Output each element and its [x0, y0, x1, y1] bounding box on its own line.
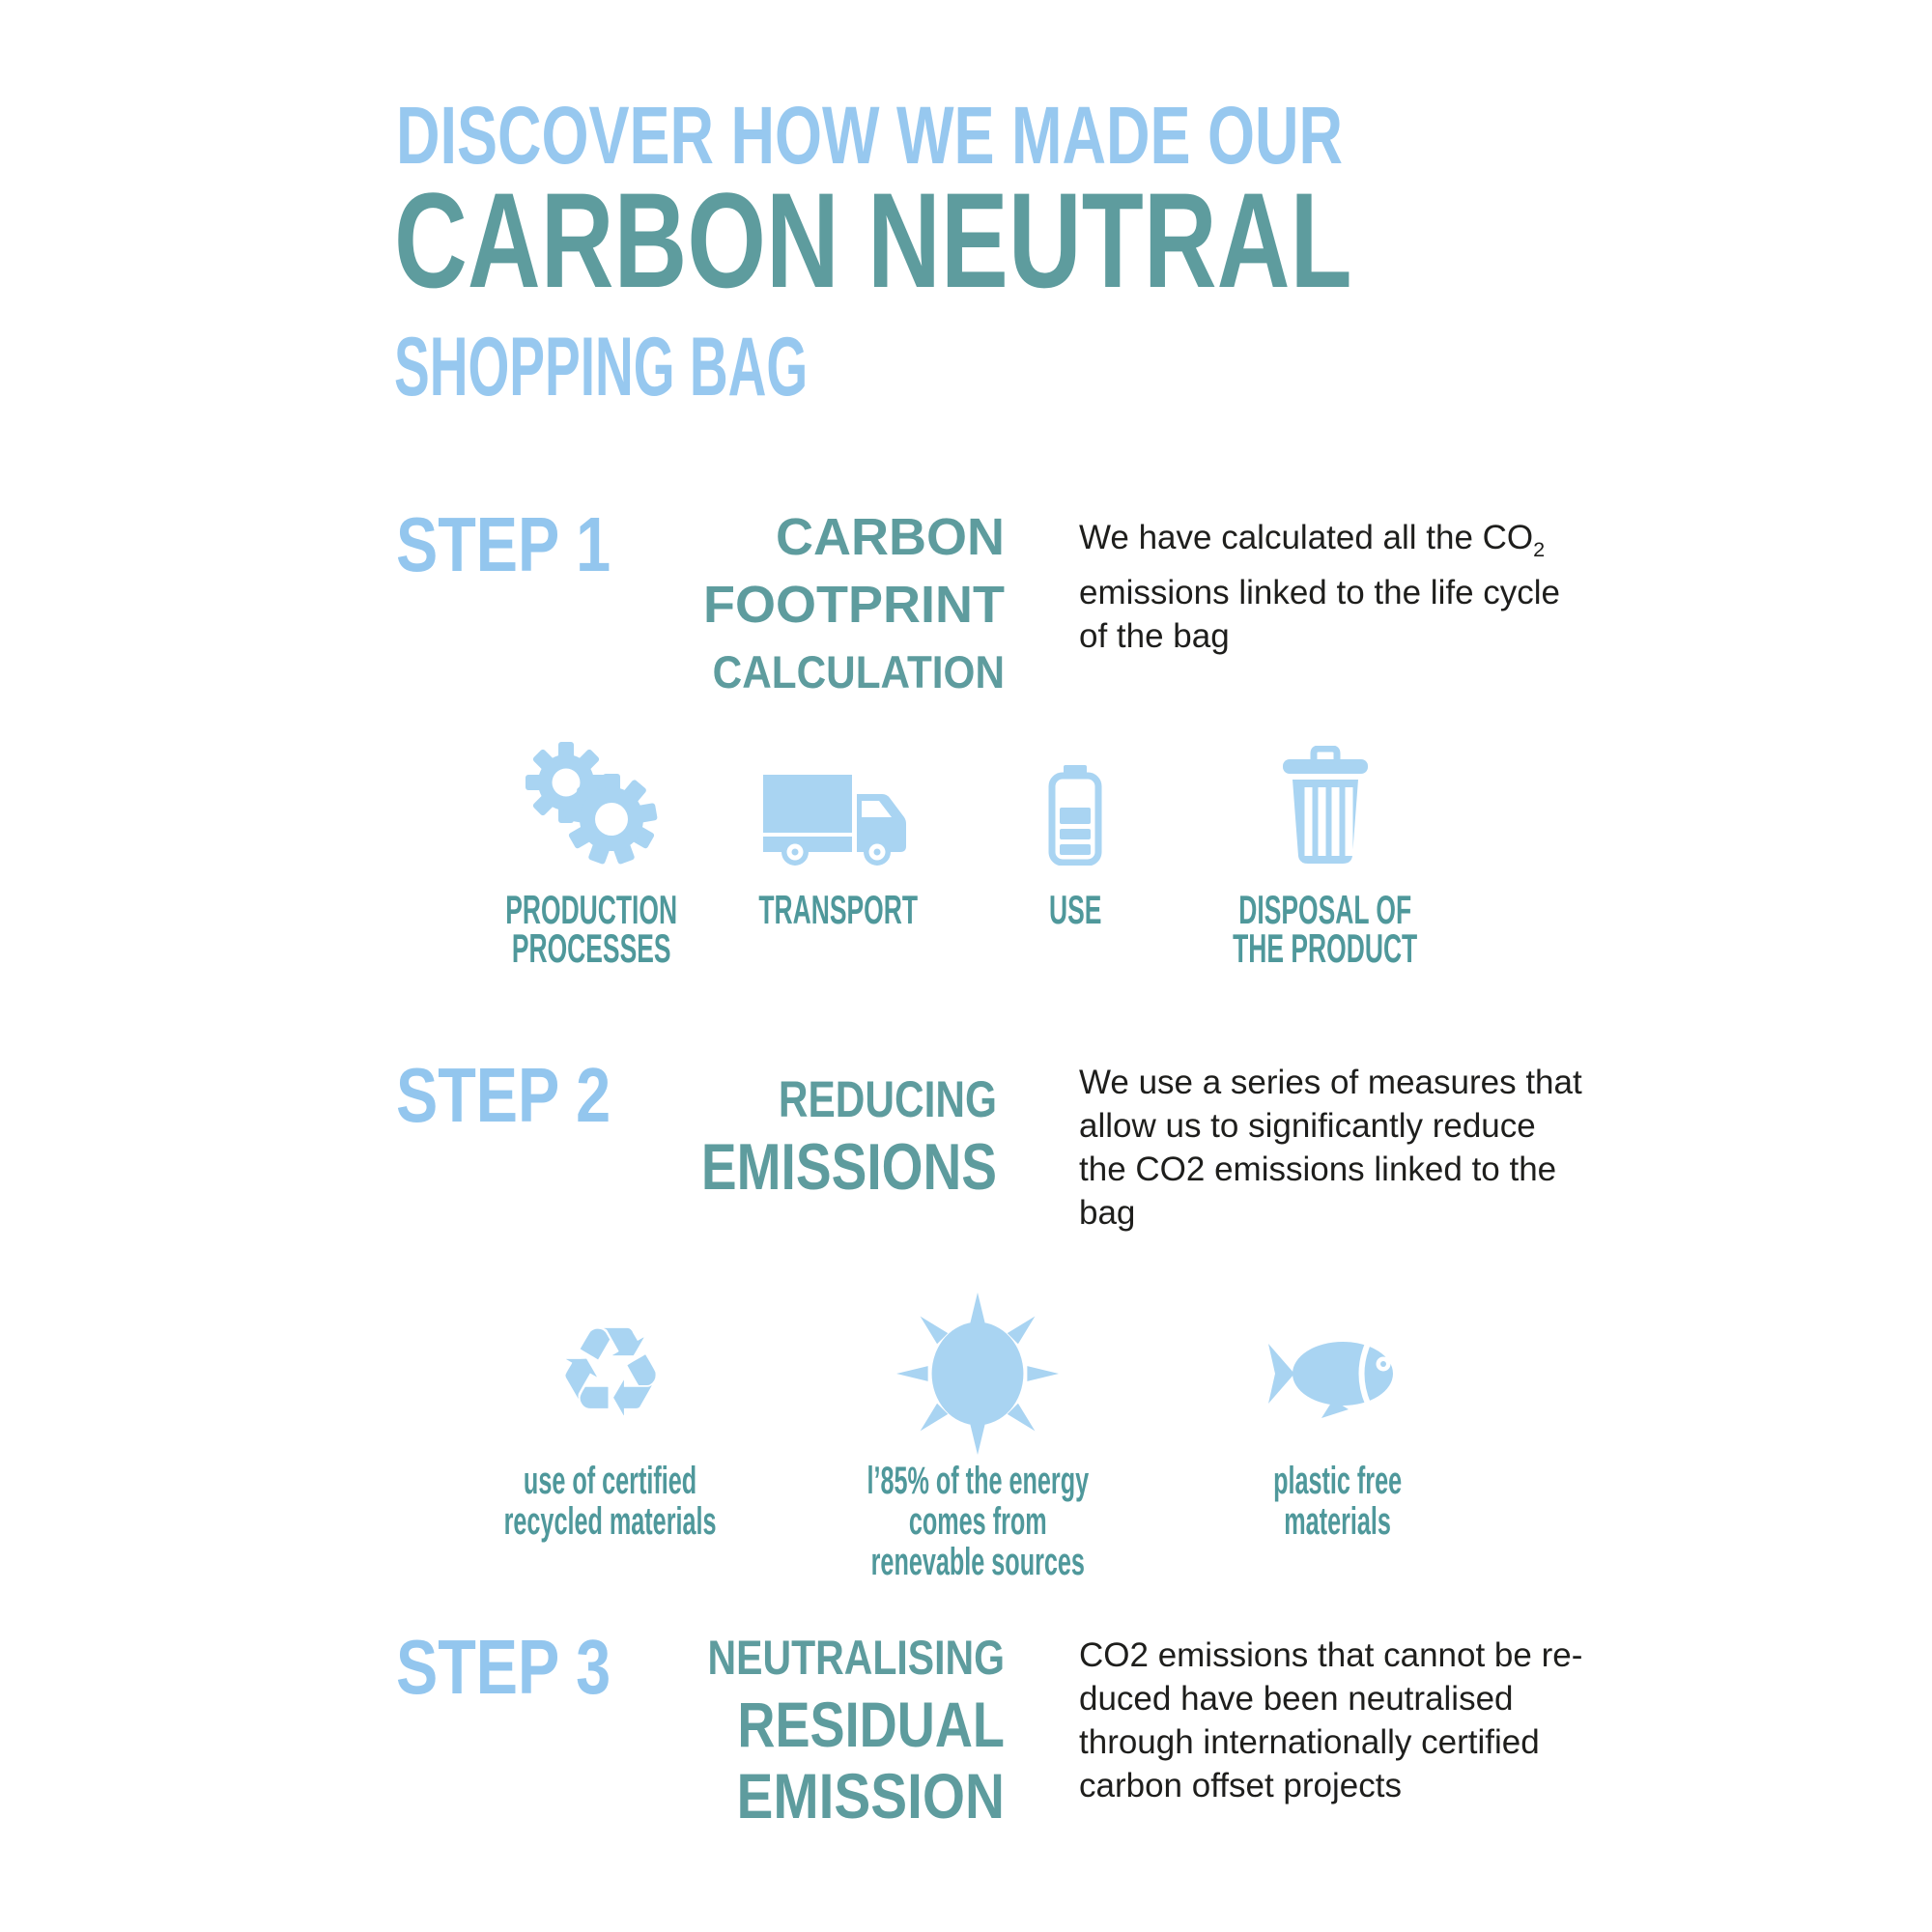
measure-item-recycled	[437, 1291, 784, 1542]
step-3-body-line: carbon offset projects	[1079, 1767, 1402, 1804]
step-1-body-line: emissions linked to the life cycle	[1079, 574, 1560, 611]
trash-icon	[1180, 744, 1470, 866]
step-1-heading-line: CARBON	[776, 508, 1005, 566]
step-1-body-line: of the bag	[1079, 617, 1230, 655]
step-2-body-line: allow us to significantly reduce	[1079, 1107, 1536, 1145]
step-1-body	[1079, 516, 1560, 658]
step-3-heading-line: NEUTRALISING	[707, 1631, 1005, 1685]
lifecycle-item-use	[930, 744, 1220, 932]
step-1-heading-line: CALCULATION	[712, 646, 1005, 697]
title-line-3: SHOPPING BAG	[394, 321, 809, 413]
measure-item-plastic-free	[1164, 1291, 1512, 1542]
step-2-heading-line: EMISSIONS	[700, 1130, 997, 1204]
battery-icon	[930, 744, 1220, 866]
lifecycle-label-disposal: DISPOSAL OF THE PRODUCT	[1233, 887, 1418, 971]
lifecycle-item-disposal	[1180, 744, 1470, 971]
measure-item-renewable	[804, 1291, 1151, 1582]
step-1-heading	[522, 503, 1005, 706]
step-2-body-line: the CO2 emissions linked to the	[1079, 1151, 1557, 1188]
step-3-heading-line: EMISSION	[736, 1760, 1005, 1832]
step-1-label: STEP 1	[396, 501, 611, 587]
page-title: CARBON NEUTRAL	[394, 164, 1352, 316]
measure-label-plastic-free: plastic free materials	[1273, 1460, 1403, 1543]
step-2-heading-line: REDUCING	[778, 1071, 997, 1128]
step-1-heading-line: FOOTPRINT	[703, 576, 1005, 634]
lifecycle-label-use: USE	[1048, 887, 1102, 932]
co2-subscript: 2	[1533, 537, 1546, 561]
sun-icon	[804, 1291, 1151, 1457]
lifecycle-label-transport: TRANSPORT	[758, 887, 919, 932]
title-line-1: DISCOVER HOW WE MADE OUR	[396, 90, 1344, 181]
lifecycle-label-production: PRODUCTION PROCESSES	[505, 887, 677, 971]
step-3-heading	[522, 1627, 1005, 1832]
step-2-body-line: We use a series of measures that	[1079, 1064, 1582, 1101]
measure-label-recycled: use of certified recycled materials	[504, 1460, 717, 1543]
step-2-heading	[522, 1070, 997, 1204]
recycle-icon: ♻	[554, 1301, 667, 1445]
step-3-body-line: through internationally certified	[1079, 1723, 1540, 1761]
fish-icon	[1164, 1291, 1512, 1457]
step-2-body-line: bag	[1079, 1194, 1136, 1232]
step-1-body-line: We have calculated all the $CO_2$	[1079, 519, 1546, 561]
step-3-body-line: CO2 emissions that cannot be re-	[1079, 1636, 1583, 1674]
step-2-body	[1079, 1061, 1582, 1235]
measure-label-renewable: l’85% of the energy comes from renevable sources	[867, 1460, 1089, 1583]
step-3-heading-line: RESIDUAL	[737, 1689, 1005, 1760]
step-2-label: STEP 2	[396, 1052, 611, 1138]
step-3-body	[1079, 1634, 1582, 1807]
step-3-body-line: duced have been neutralised	[1079, 1680, 1514, 1718]
step-3-label: STEP 3	[396, 1624, 611, 1710]
gears-icon	[446, 744, 736, 866]
lifecycle-item-production	[446, 744, 736, 971]
